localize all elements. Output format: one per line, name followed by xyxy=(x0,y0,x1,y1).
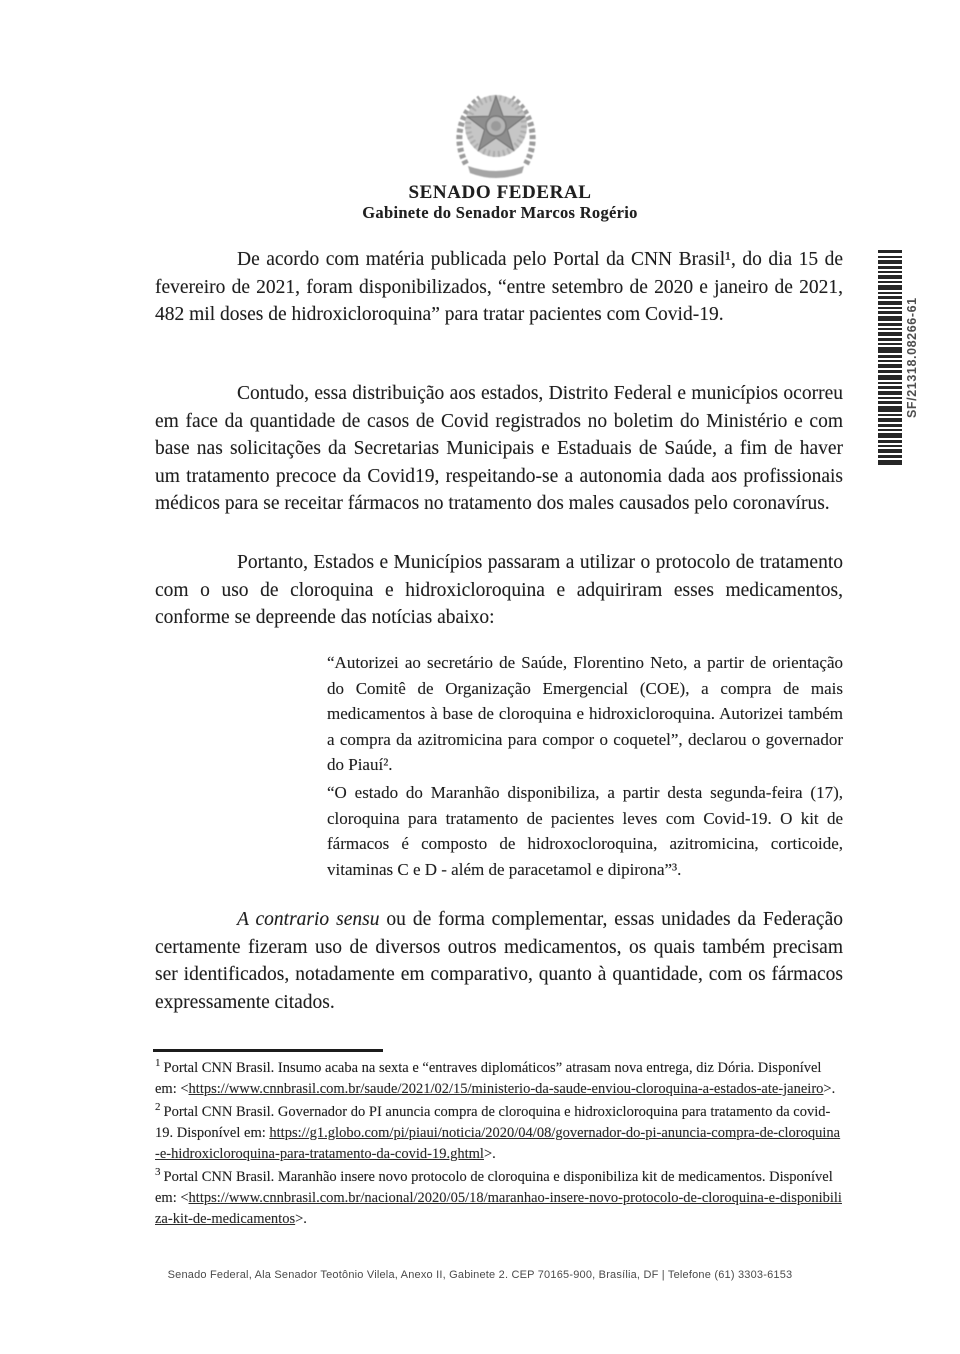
footnote-suffix: >. xyxy=(483,1146,496,1162)
protocol-code: SF/21318.08266-61 xyxy=(905,297,919,418)
page-footer: Senado Federal, Ala Senador Teotônio Vilela, Anexo II, Gabinete 2. CEP 70165-900, Brasília, DF | Telefone (61) 3303-6153 xyxy=(167,1269,793,1281)
footnote-marker: 3 xyxy=(155,1166,161,1179)
footnote-link[interactable]: https://www.cnnbrasil.com.br/nacional/2020/05/18/maranhao-insere-novo-protocolo-de-cloroquina-e-disponibiliza-kit-de-medicamentos xyxy=(155,1190,842,1227)
closing-paragraph xyxy=(155,906,843,1016)
footnotes-section xyxy=(155,1058,843,1232)
latin-expression: A contrario sensu xyxy=(237,909,380,930)
quote-block: “O estado do Maranhão disponibiliza, a partir desta segunda-feira (17), cloroquina para tratamento de pacientes leves com Covid-19. O kit de fármacos é composto de hidroxocloroquina, azitromicina, corticoide, vitaminas C e D - além de paracetamol e dipirona”³. xyxy=(327,783,843,879)
closing-paragraph-text: ou de forma complementar, essas unidades da Federação certamente fizeram uso de diversos outros medicamentos, os quais também precisam ser identificados, notadamente em comparativo, quanto à quantidade, com os fármacos expressamente citados. xyxy=(155,909,843,1013)
body-paragraph: Portanto, Estados e Municípios passaram a utilizar o protocolo de tratamento com o uso de cloroquina e hidroxicloroquina e adquiriram esses medicamentos, conforme se depreende das notícias abaixo: xyxy=(155,552,843,628)
office-title: Gabinete do Senador Marcos Rogério xyxy=(362,203,638,222)
footnote-text: Portal CNN Brasil. Governador do PI anuncia compra de cloroquina e hidroxicloroquina para tratamento da covid-19. Disponível em: xyxy=(155,1104,831,1141)
brazil-coat-of-arms-icon xyxy=(444,80,548,180)
body-paragraph: Contudo, essa distribuição aos estados, Distrito Federal e municípios ocorreu em face da quantidade de casos de Covid registrados no boletim do Ministério e com base nas solicitações da Secretarias Municipais e Estaduais de Saúde, a fim de haver um tratamento precoce da Covid19, respeitando-se a autonomia dada aos profissionais médicos para se receitar fármacos no tratamento dos males causados pelo coronavírus. xyxy=(155,383,843,514)
footnote-marker: 2 xyxy=(155,1101,161,1114)
footnote-separator xyxy=(153,1049,383,1052)
footnote-suffix: >. xyxy=(295,1211,307,1227)
org-title: SENADO FEDERAL xyxy=(408,182,592,203)
footnote xyxy=(155,1058,843,1100)
barcode-icon xyxy=(878,250,902,465)
footnote xyxy=(155,1102,843,1165)
footnote-suffix: >. xyxy=(823,1081,836,1097)
footnote-text: Portal CNN Brasil. Maranhão insere novo protocolo de cloroquina e disponibiliza kit de medicamentos. Disponível em: < xyxy=(155,1169,833,1206)
footnote-link[interactable]: https://g1.globo.com/pi/piaui/noticia/2020/04/08/governador-do-pi-anuncia-compra-de-cloroquina-e-hidroxicloroquina-para-tratamento-da-covid-19.ghtml xyxy=(155,1125,841,1162)
footnote-text: Portal CNN Brasil. Insumo acaba na sexta e “entraves diplomáticos” atrasam nova entrega, diz Dória. Disponível em: < xyxy=(155,1060,822,1097)
footnote xyxy=(155,1167,843,1230)
footnote-link[interactable]: https://www.cnnbrasil.com.br/saude/2021/02/15/ministerio-da-saude-enviou-cloroquina-a-estados-ate-janeiro xyxy=(188,1081,824,1097)
body-paragraph: De acordo com matéria publicada pelo Portal da CNN Brasil¹, do dia 15 de fevereiro de 2021, foram disponibilizados, “entre setembro de 2020 e janeiro de 2021, 482 mil doses de hidroxicloroquina” para tratar pacientes com Covid-19. xyxy=(155,249,843,325)
footnote-marker: 1 xyxy=(155,1057,161,1070)
quote-block: “Autorizei ao secretário de Saúde, Florentino Neto, a partir de orientação do Comitê de Organização Emergencial (COE), a compra de mais medicamentos à base de cloroquina e hidroxicloroquina. Autorizei também a compra da azitromicina para compor o coquetel”, declarou o governador do Piauí². xyxy=(327,653,843,774)
